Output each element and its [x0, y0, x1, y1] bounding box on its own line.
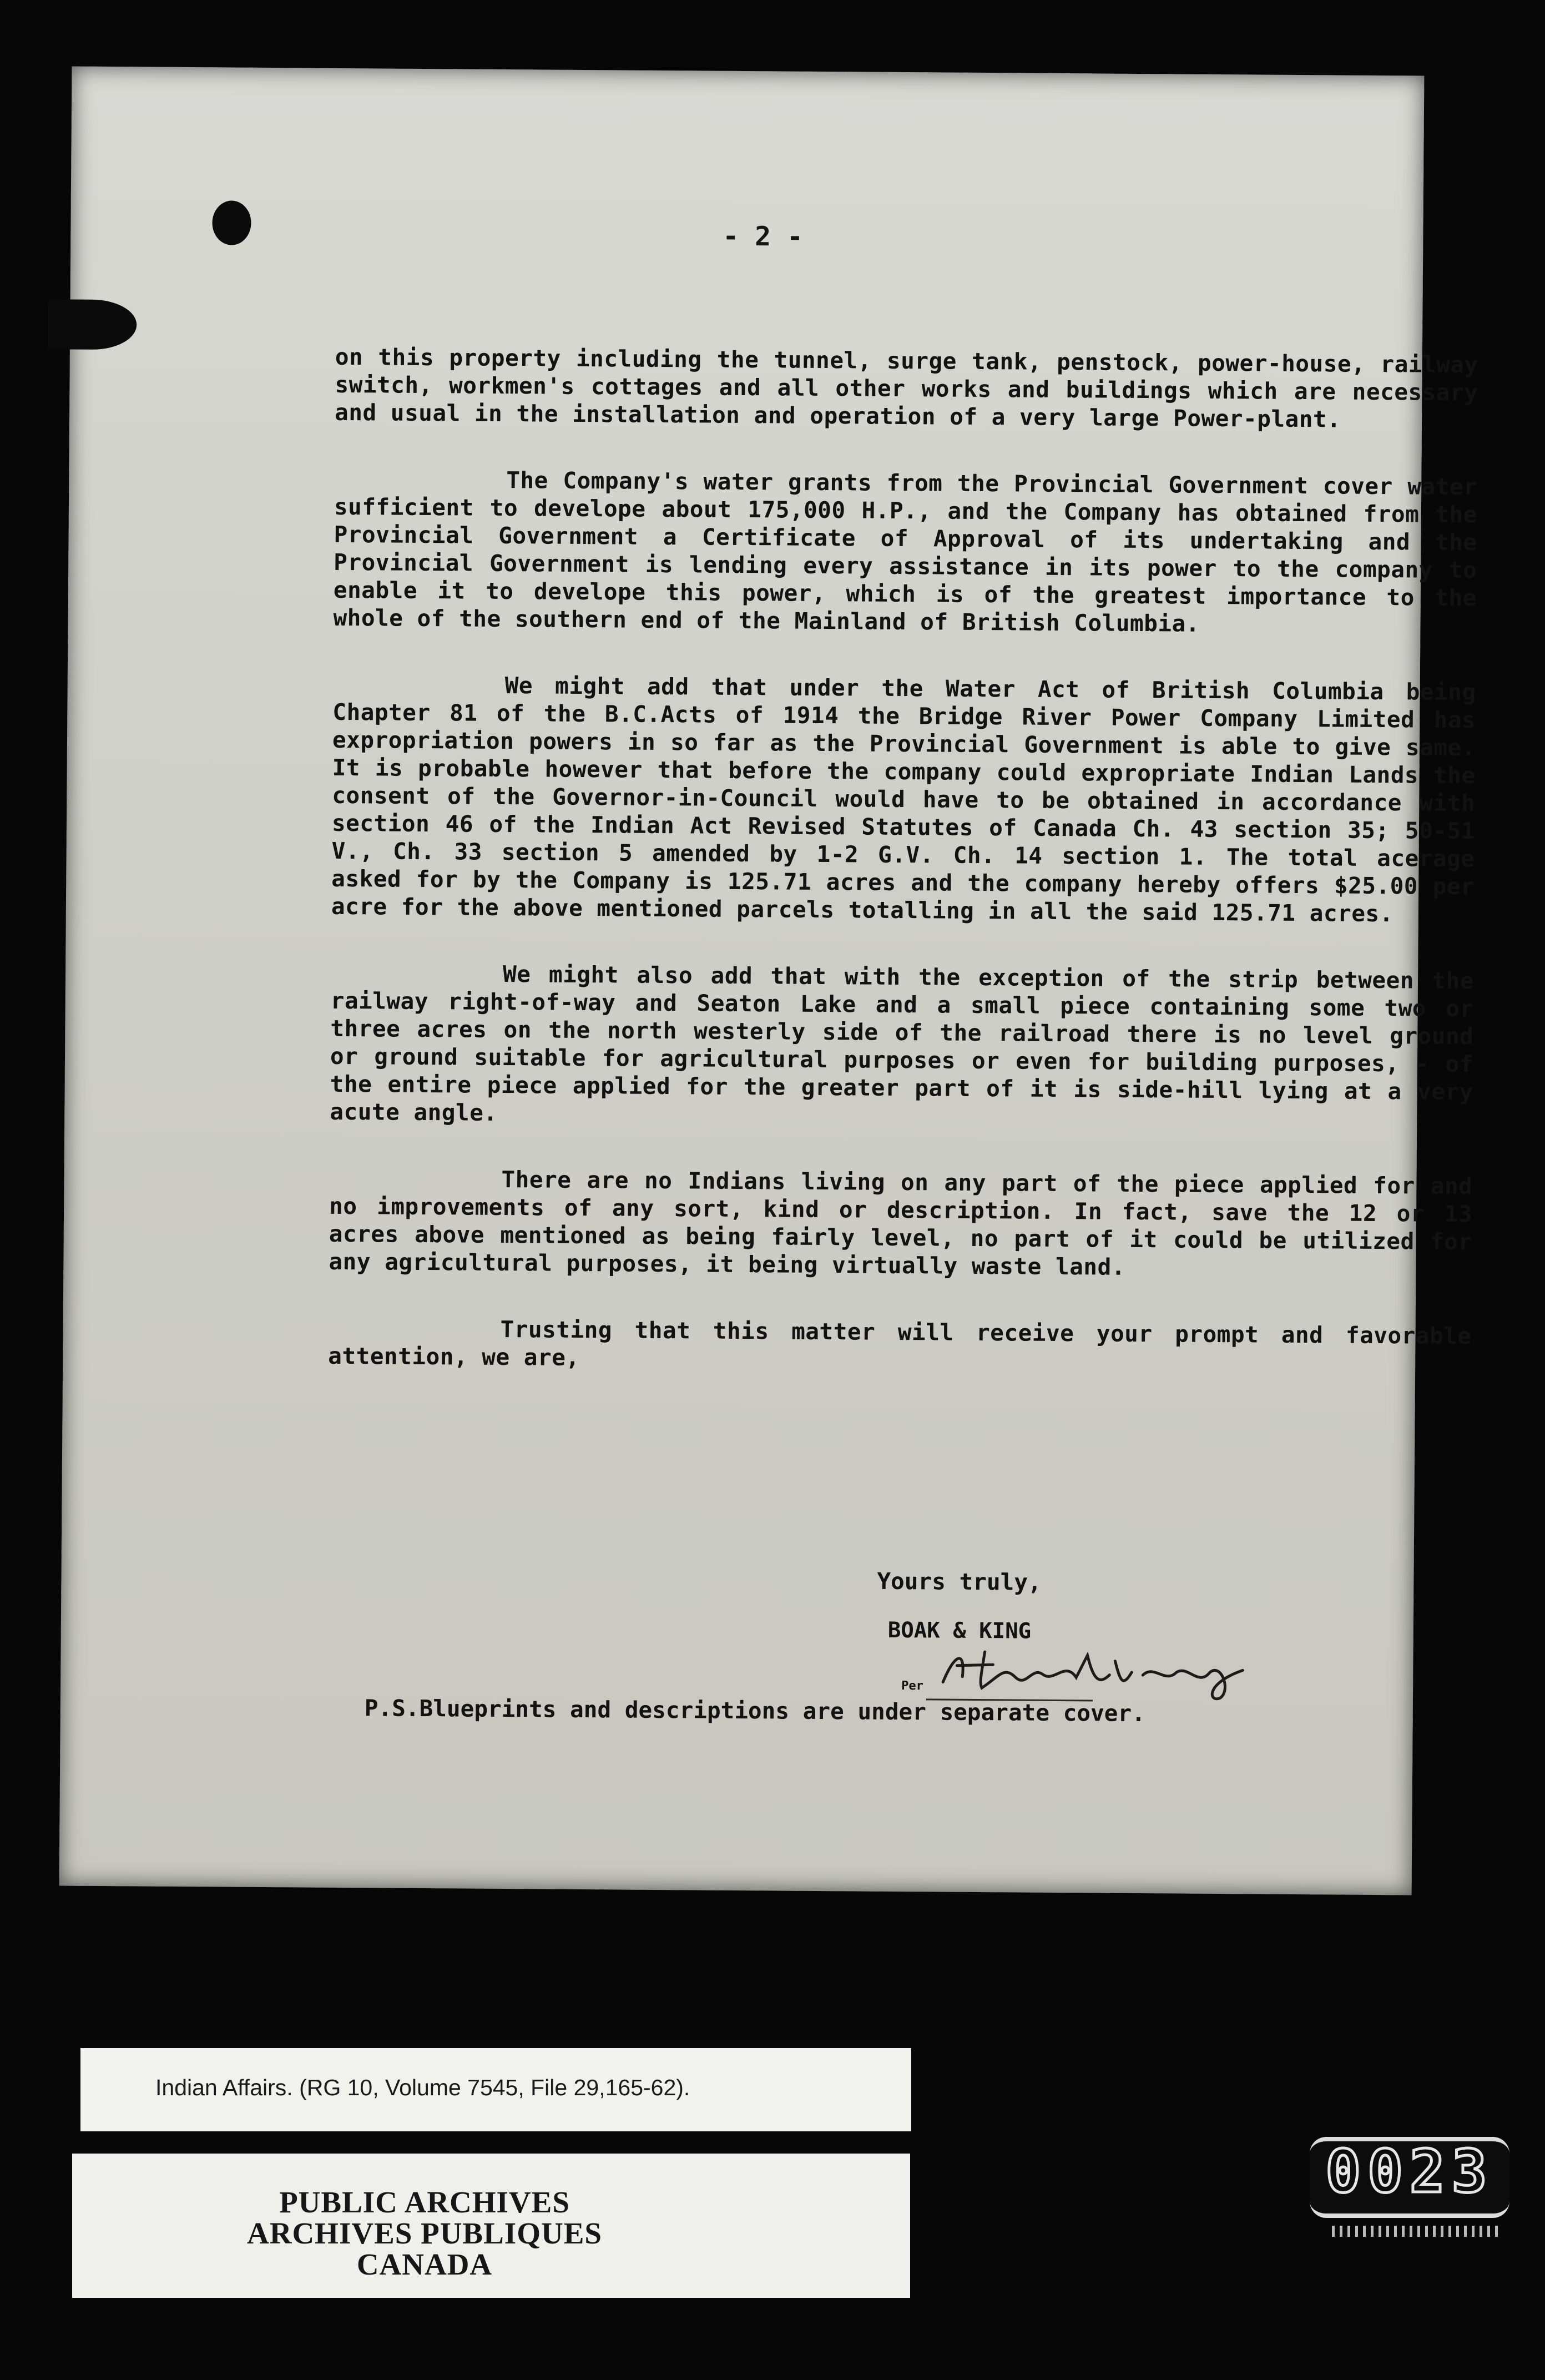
- paragraph-5: There are no Indians living on any part of the piece applied for and no improvements of any sort, kind or description. In fact, save the 12 or 13 acres above mentioned as being fairly level, no part of it could be utilized for any agricultural purposes, it being virtually waste land.: [329, 1166, 1473, 1280]
- ink-blot: [212, 200, 251, 245]
- stamp-line-3: CANADA: [356, 2247, 493, 2281]
- film-tick-marks: [1332, 2226, 1498, 2237]
- handwritten-signature: [932, 1643, 1265, 1706]
- frame-number: 0023: [1325, 2137, 1494, 2206]
- per-label: Per: [901, 1679, 923, 1693]
- microfilm-frame-counter: [1310, 2137, 1509, 2218]
- document-page: [59, 67, 1478, 1895]
- public-archives-stamp: [72, 2154, 910, 2298]
- closing-salutation: Yours truly,: [877, 1567, 1042, 1596]
- stamp-line-1: PUBLIC ARCHIVES: [279, 2185, 570, 2219]
- letter-body: [328, 343, 1478, 1416]
- paragraph-4: We might also add that with the exception of the strip between the railway right-of-way and Seaton Lake and a small piece containing some two or three acres on the north westerly side of the railroad there is no level ground or ground suitable for agricultural purposes or even for building purposes, - of the entire piece applied for the greater part of it is side-hill lying at a very acute angle.: [330, 960, 1475, 1126]
- paragraph-1: on this property including the tunnel, surge tank, penstock, power-house, railway switch, workmen's cottages and all other works and buildings which are necessary and usual in the installation and operation of a very large Power-plant.: [334, 343, 1478, 433]
- archive-reference-label: [80, 2048, 911, 2131]
- paper-tear: [48, 299, 137, 350]
- archive-reference-text: Indian Affairs. (RG 10, Volume 7545, File 29,165-62).: [155, 2075, 690, 2100]
- paragraph-6: Trusting that this matter will receive your prompt and favorable attention, we are,: [328, 1315, 1472, 1371]
- stamp-line-2: ARCHIVES PUBLIQUES: [247, 2216, 602, 2250]
- postscript: P.S.Blueprints and descriptions are under separate cover.: [364, 1695, 1145, 1727]
- firm-name: BOAK & KING: [887, 1617, 1032, 1644]
- page-number: - 2 -: [723, 220, 804, 253]
- paragraph-2: The Company's water grants from the Provincial Government cover water sufficient to develope about 175,000 H.P., and the Company has obtained from the Provincial Government a Certificate of Approval of its undertaking and the Provincial Government is lending every assistance in its power to the company to enable it to develope this power, which is of the greatest importance to the whole of the southern end of the Mainland of British Columbia.: [333, 467, 1478, 637]
- paragraph-3: We might add that under the Water Act of British Columbia being Chapter 81 of the B.C.Acts of 1914 the Bridge River Power Company Limited has expropriation powers in so far as the Provincial Government is able to give same. It is probable however that before the company could expropriate Indian Lands the consent of the Governor-in-Council would have to be obtained in accordance with section 46 of the Indian Act Revised Statutes of Canada Ch. 43 section 35; 50-51 V., Ch. 33 section 5 amended by 1-2 G.V. Ch. 14 section 1. The total acerage asked for by the Company is 125.71 acres and the company hereby offers $25.00 per acre for the above mentioned parcels totalling in all the said 125.71 acres.: [331, 672, 1476, 927]
